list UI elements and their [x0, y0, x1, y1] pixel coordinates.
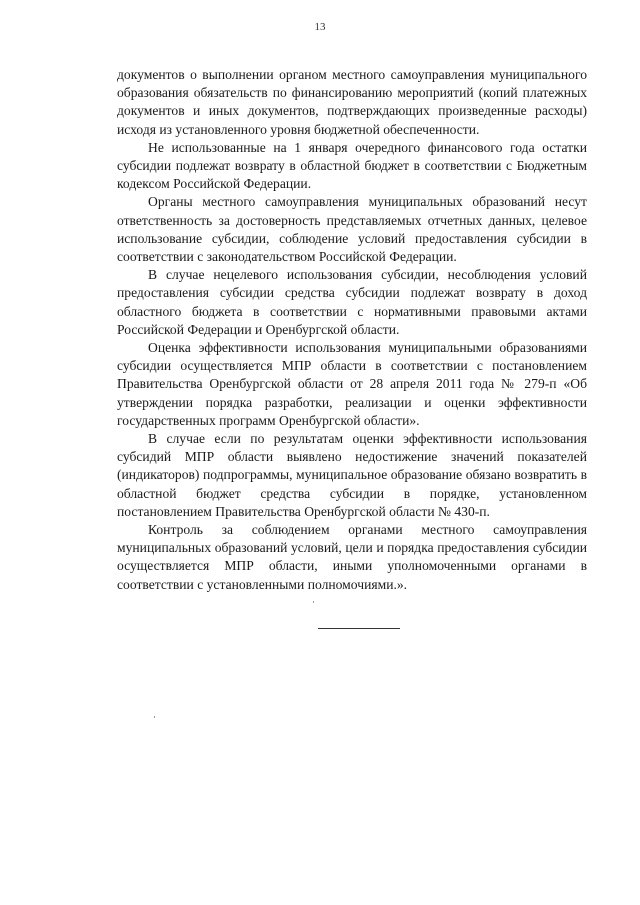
paragraph-5: Оценка эффективности использования муниципальными образованиями субсидии осуществляется МПР области в соответствии с постановлением Правительства Оренбургской области от 28 апреля 2011 года № 279-п «Об утверждении порядка разработки, реализации и оценки эффективности государственных программ Оренбургской области». [117, 340, 587, 428]
paragraph-1: документов о выполнении органом местного самоуправления муниципального образования обязательств по финансированию мероприятий (копий платежных документов и иных документов, подтверждающих произведенные расходы) исходя из установленного уровня бюджетной обеспеченности. [117, 67, 587, 137]
scan-speck [154, 716, 155, 718]
paragraph-4: В случае нецелевого использования субсидии, несоблюдения условий предоставления субсидии средства субсидии подлежат возврату в доход областного бюджета в соответствии с нормативными правовыми актами Российской Федерации и Оренбургской области. [117, 267, 587, 337]
paragraph-2: Не использованные на 1 января очередного финансового года остатки субсидии подлежат возврату в областной бюджет в соответствии с Бюджетным кодексом Российской Федерации. [117, 139, 587, 192]
body-text [117, 66, 587, 594]
page-number: 13 [314, 21, 326, 33]
paragraph-3: Органы местного самоуправления муниципальных образований несут ответственность за достоверность представляемых отчетных данных, целевое использование субсидии, соблюдение условий предоставления субсидии в соответствии с законодательством Российской Федерации. [117, 194, 587, 265]
paragraph-7: Контроль за соблюдением органами местного самоуправления муниципальных образований условий, цели и порядка предоставления субсидии осуществляется МПР области, иными уполномоченными органами в соответствии с установленными полномочиями.». [117, 522, 587, 592]
paragraph-6: В случае если по результатам оценки эффективности использования субсидий МПР области выявлено недостижение значений показателей (индикаторов) подпрограммы, муниципальное образование обязано возвратить в областной бюджет средства субсидии в порядке, установленном постановлением Правительства Оренбургской области № 430-п. [117, 431, 587, 519]
end-of-text-rule [318, 628, 400, 629]
scan-speck [313, 601, 314, 603]
